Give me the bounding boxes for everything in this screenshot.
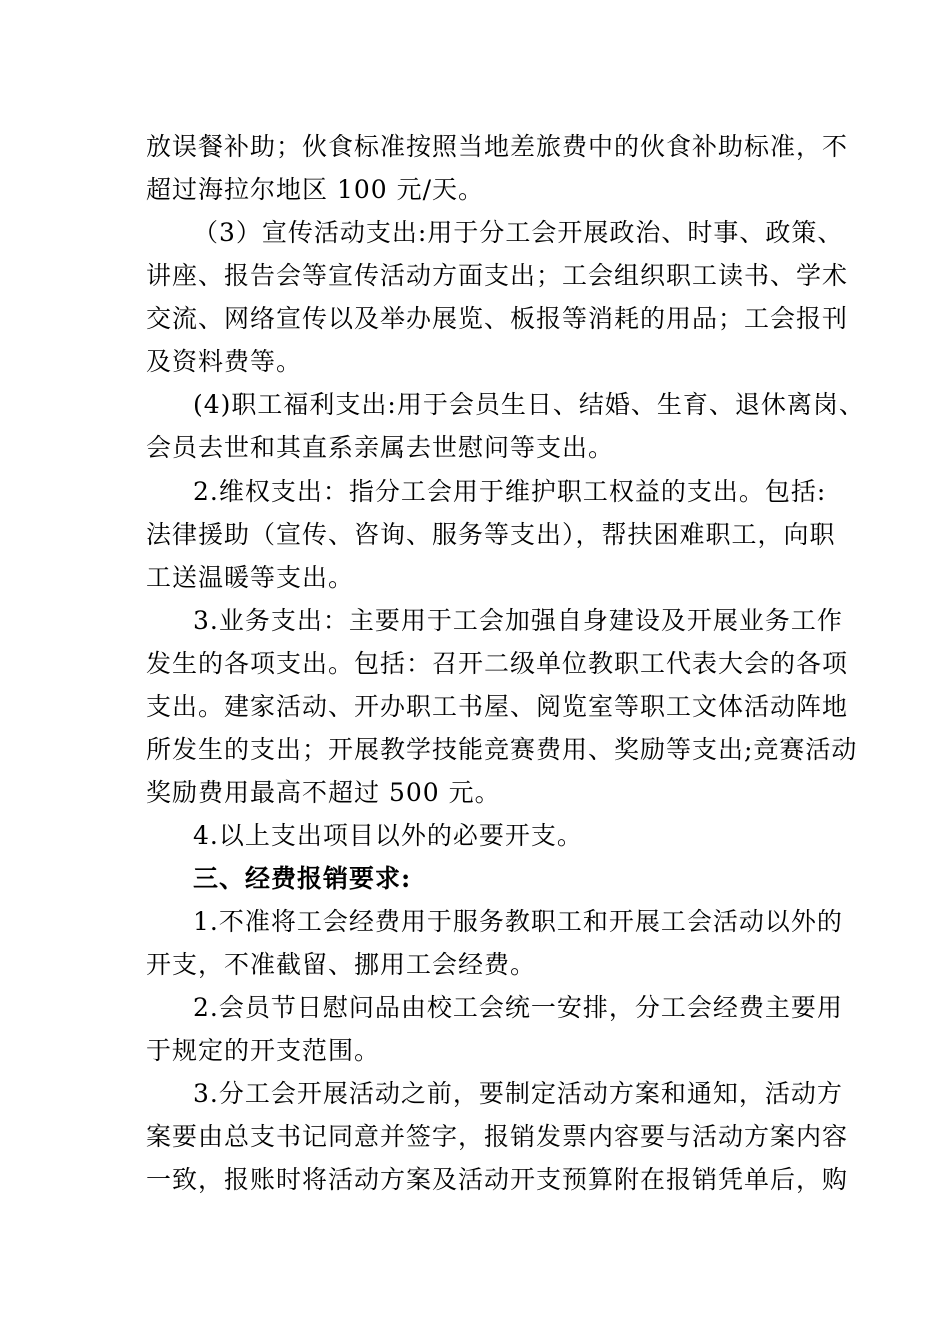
text-line: 4.以上支出项目以外的必要开支。 — [193, 821, 583, 850]
text-line: 交流、网络宣传以及举办展览、板报等消耗的用品；工会报刊 — [146, 304, 849, 333]
text-line: 案要由总支书记同意并签字，报销发票内容要与活动方案内容 — [146, 1122, 849, 1151]
text-line: 3.业务支出：主要用于工会加强自身建设及开展业务工作 — [193, 606, 843, 635]
text-line: 2.会员节日慰问品由校工会统一安排，分工会经费主要用 — [193, 993, 843, 1022]
text-line: 所发生的支出；开展教学技能竞赛费用、奖励等支出;竞赛活动 — [146, 735, 858, 764]
text-line: 放误餐补助；伙食标准按照当地差旅费中的伙食补助标准，不 — [146, 132, 849, 161]
text-line: 1.不准将工会经费用于服务教职工和开展工会活动以外的 — [193, 907, 843, 936]
text-line: 2.维权支出：指分工会用于维护职工权益的支出。包括: — [193, 477, 827, 506]
text-line: 开支，不准截留、挪用工会经费。 — [146, 950, 537, 979]
text-line: 工送温暖等支出。 — [146, 563, 355, 592]
text-line: 会员去世和其直系亲属去世慰问等支出。 — [146, 433, 615, 462]
text-line: (4)职工福利支出:用于会员生日、结婚、生育、退休离岗、 — [193, 390, 865, 419]
text-line: 及资料费等。 — [146, 347, 303, 376]
section-heading: 三、经费报销要求: — [193, 864, 412, 893]
text-line: （3）宣传活动支出:用于分工会开展政治、时事、政策、 — [193, 218, 844, 247]
text-line: 3.分工会开展活动之前，要制定活动方案和通知，活动方 — [193, 1079, 843, 1108]
text-line: 支出。建家活动、开办职工书屋、阅览室等职工文体活动阵地 — [146, 692, 849, 721]
text-line: 奖励费用最高不超过 500 元。 — [146, 778, 501, 807]
text-line: 讲座、报告会等宣传活动方面支出；工会组织职工读书、学术 — [146, 261, 849, 290]
text-line: 一致，报账时将活动方案及活动开支预算附在报销凭单后，购 — [146, 1165, 849, 1194]
text-line: 法律援助（宣传、咨询、服务等支出），帮扶困难职工，向职 — [146, 520, 836, 549]
text-line: 于规定的开支范围。 — [146, 1036, 381, 1065]
text-line: 超过海拉尔地区 100 元/天。 — [146, 175, 485, 204]
text-line: 发生的各项支出。包括：召开二级单位教职工代表大会的各项 — [146, 649, 849, 678]
